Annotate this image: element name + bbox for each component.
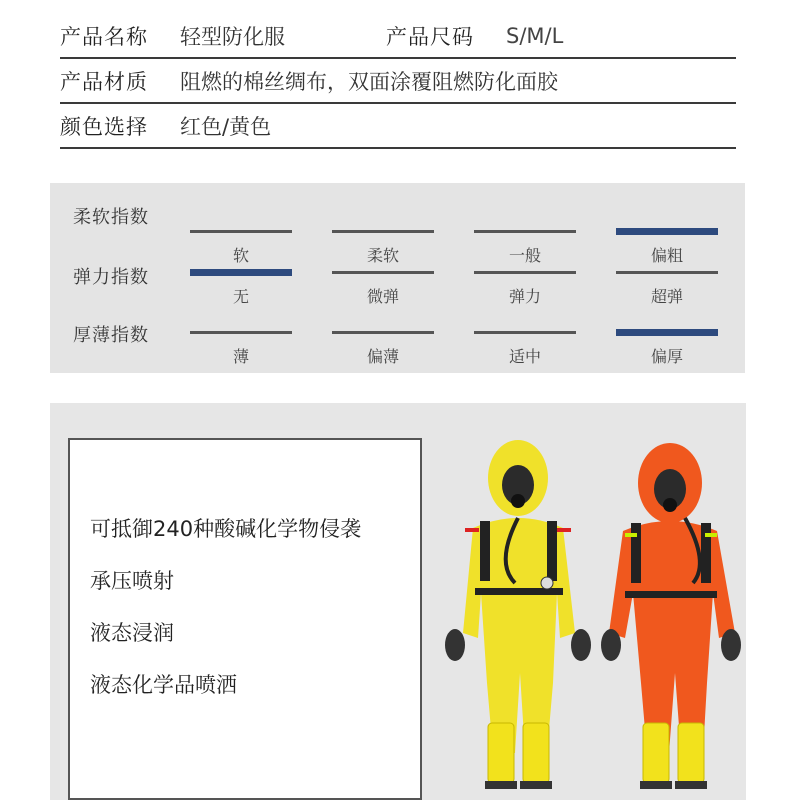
index-title: 弹力指数 [73, 267, 149, 288]
product-image [435, 423, 745, 800]
index-row-elasticity [50, 263, 745, 323]
spec-value-size: S/M/L [506, 23, 564, 48]
spec-label-name: 产品名称 [60, 24, 148, 49]
spec-value-color: 红色/黄色 [180, 114, 272, 139]
index-row-thickness [50, 321, 745, 381]
spec-label-size: 产品尺码 [386, 24, 474, 49]
index-bar [474, 331, 576, 334]
index-option [332, 331, 434, 367]
spec-value-material: 阻燃的棉丝绸布，双面涂覆阻燃防化面胶 [180, 69, 558, 94]
index-bar [190, 230, 292, 233]
index-option-label: 无 [232, 287, 249, 306]
index-option-label: 偏粗 [650, 246, 683, 265]
index-option [332, 230, 434, 266]
spec-row-material [60, 59, 736, 104]
index-option-label: 偏厚 [650, 347, 683, 366]
index-bar-active [616, 228, 718, 235]
index-option [190, 331, 292, 367]
index-panel [50, 183, 745, 373]
suits-illustration [435, 423, 745, 800]
index-option-label: 软 [232, 246, 249, 265]
index-title: 厚薄指数 [73, 325, 149, 346]
spec-value-name: 轻型防化服 [180, 24, 285, 49]
index-bar [616, 271, 718, 274]
index-option [474, 230, 576, 266]
index-row-softness [50, 203, 745, 263]
index-option [616, 271, 718, 307]
index-bar [332, 271, 434, 274]
index-option-label: 弹力 [508, 287, 541, 306]
spec-table [60, 14, 736, 149]
index-option [190, 271, 292, 307]
index-bar-active [616, 329, 718, 336]
index-option [616, 331, 718, 367]
spec-label-material: 产品材质 [60, 69, 148, 94]
feature-panel [50, 403, 746, 800]
index-option-label: 薄 [232, 347, 249, 366]
spec-row-color [60, 104, 736, 149]
index-option [474, 331, 576, 367]
index-bar [474, 271, 576, 274]
index-bar [332, 331, 434, 334]
index-bar-active [190, 269, 292, 276]
index-option [474, 271, 576, 307]
index-option [616, 230, 718, 266]
index-option-label: 微弹 [366, 287, 399, 306]
spec-row-name [60, 14, 736, 59]
feature-item: 液态化学品喷洒 [90, 673, 237, 697]
index-option-label: 偏薄 [366, 347, 399, 366]
yellow-suit-figure-icon [445, 440, 591, 789]
index-option-label: 适中 [508, 347, 541, 366]
spec-label-color: 颜色选择 [60, 114, 148, 139]
index-option-label: 柔软 [366, 246, 399, 265]
feature-box [68, 438, 422, 800]
index-bar [332, 230, 434, 233]
index-bar [190, 331, 292, 334]
feature-item: 液态浸润 [90, 621, 174, 645]
index-bar [474, 230, 576, 233]
index-option-label: 超弹 [650, 287, 683, 306]
index-option-label: 一般 [508, 246, 541, 265]
red-suit-figure-icon [601, 443, 741, 789]
feature-item: 承压喷射 [90, 569, 174, 593]
index-option [332, 271, 434, 307]
feature-item: 可抵御240种酸碱化学物侵袭 [90, 517, 362, 541]
index-title: 柔软指数 [73, 207, 149, 228]
index-option [190, 230, 292, 266]
